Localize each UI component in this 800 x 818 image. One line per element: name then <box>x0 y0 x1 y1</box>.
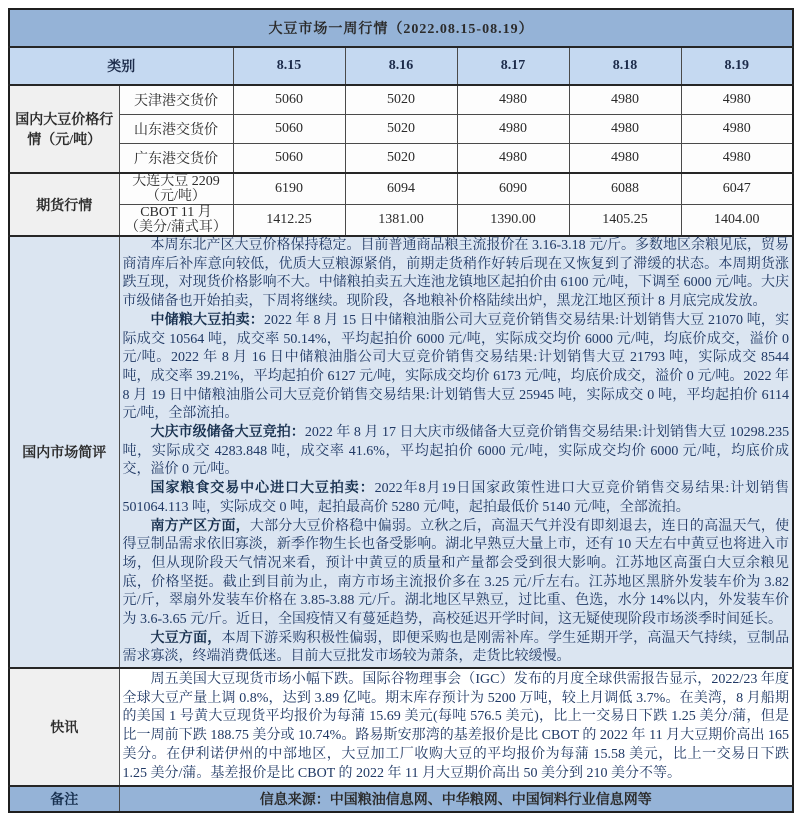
price-cell: 4980 <box>569 115 681 144</box>
date-header: 8.19 <box>681 47 793 85</box>
title-row <box>9 9 793 47</box>
news-section-label: 快讯 <box>9 668 119 786</box>
contract-name: 大连大豆 2209 <box>132 174 220 189</box>
review-paragraph <box>123 237 790 312</box>
price-cell: 4980 <box>457 144 569 174</box>
news-body <box>119 668 793 786</box>
price-cell: 5020 <box>345 85 457 115</box>
review-paragraph-text: 本周东北产区大豆价格保持稳定。目前普通商品粮主流报价在 3.16-3.18 元/斤。多数地区余粮见底，贸易商清库后补库意向较低，优质大豆粮源紧俏，前期走货稍作好转后现在又恢复到了滞缓的状态。本周期货涨跌互现，对现货价格影响不大。中储粮拍卖五大连池龙镇地区起拍价由 6100 元/吨，下调至 6000 元/吨。大庆市级储备也开始拍卖，下周将继续。现阶段，各地粮补价格陆续出炉，黑龙江地区预计 8 月底完成发放。 <box>122 238 790 310</box>
review-section-label: 国内市场简评 <box>9 236 119 668</box>
contract-unit: （元/吨） <box>146 189 206 204</box>
port-label-guangdong: 广东港交货价 <box>119 144 233 174</box>
review-paragraph-text: 2022 年 8 月 15 日中储粮油脂公司大豆竞价销售交易结果:计划销售大豆 21070 吨，实际成交 10564 吨，成交率 50.14%，平均起拍价 6000 元/吨，实际成交均价 6000 元/吨，均底价成交，溢价 0 元/吨。2022 年 8 月 16 日中储粮油脂公司大豆竞价销售交易结果:计划销售大豆 21793 吨，实际成交 8544 吨，成交率 39.21%，平均起拍价 6127 元/吨，实际成交均价 6173 元/吨，均底价成交，溢价 0 元/吨。2022 年 8 月 19 日中储粮油脂公司大豆竞价销售交易结果:计划销售大豆 25945 吨，实际成交 0 吨，平均起拍价 6114 元/吨，全部流拍。 <box>122 312 790 422</box>
price-cell: 4980 <box>569 144 681 174</box>
futures-cell: 6047 <box>681 173 793 205</box>
port-label-shandong: 山东港交货价 <box>119 115 233 144</box>
review-paragraph-lead: 中储粮大豆拍卖： <box>150 312 264 328</box>
category-header: 类别 <box>9 47 233 85</box>
review-paragraph-lead: 大豆方面， <box>150 630 222 646</box>
date-header: 8.17 <box>457 47 569 85</box>
price-cell: 4980 <box>457 85 569 115</box>
price-cell: 4980 <box>681 115 793 144</box>
contract-label-cbot <box>119 205 233 237</box>
review-paragraph-text: 2022年8月19日国家政策性进口大豆竞价销售交易结果:计划销售 501064.113 吨，实际成交 0 吨，起拍最高价 5280 元/吨，起拍最低价 5140 元/吨，全部流拍。 <box>122 481 790 515</box>
review-paragraph-text: 2022 年 8 月 17 日大庆市级储备大豆竞价销售交易结果:计划销售大豆 10298.235 吨，实际成交 4283.848 吨，成交率 41.6%，平均起拍价 6000 元/吨，实际成交均价 6000 元/吨，均底价成交，溢价 0 元/吨。 <box>122 425 790 478</box>
futures-cell: 6094 <box>345 173 457 205</box>
port-label-tianjin: 天津港交货价 <box>119 85 233 115</box>
futures-cell: 6090 <box>457 173 569 205</box>
news-paragraph-text: 周五美国大豆现货市场小幅下跌。国际谷物理事会（IGC）发布的月度全球供需报告显示，2022/23 年度全球大豆产量上调 0.8%，达到 3.89 亿吨。期末库存预计为 5200 万吨，较上月调低 3.7%。在美湾，8 月船期的美国 1 号黄大豆现货平均报价为每蒲 15.69 美元(每吨 576.5 美元)，比上一交易日下跌 1.25 美分/蒲，但是比一周前下跌 188.75 美分或 10.74%。路易斯安那湾的基差报价是比 CBOT 的 2022 年 11 月大豆期价高出 165 美分。在伊利诺伊州的中部地区，大豆加工厂收购大豆的平均报价为每蒲 15.58 美元，比上一交易日下跌 1.25 美分/蒲。基差报价是比 CBOT 的 2022 年 11 月大豆期价高出 50 美分到 210 美分不等。 <box>122 672 790 781</box>
table-row-shandong <box>9 115 793 144</box>
date-header-row <box>9 47 793 85</box>
remark-row <box>9 786 793 812</box>
futures-section-label: 期货行情 <box>9 173 119 236</box>
futures-cell: 1390.00 <box>457 205 569 237</box>
contract-label-dalian <box>119 173 233 205</box>
futures-cell: 6190 <box>233 173 345 205</box>
news-row <box>9 668 793 786</box>
price-cell: 4980 <box>681 85 793 115</box>
date-header: 8.18 <box>569 47 681 85</box>
table-row-tianjin <box>9 85 793 115</box>
review-paragraph-lead: 南方产区方面， <box>150 518 250 534</box>
price-cell: 5060 <box>233 85 345 115</box>
contract-name: CBOT 11 月 <box>140 205 212 220</box>
review-paragraph <box>123 312 790 424</box>
futures-cell: 1381.00 <box>345 205 457 237</box>
price-cell: 4980 <box>681 144 793 174</box>
table-row-guangdong <box>9 144 793 174</box>
review-row <box>9 236 793 668</box>
remark-source-text: 信息来源：中国粮油信息网、中华粮网、中国饲料行业信息网等 <box>119 786 793 812</box>
table-row-cbot-futures <box>9 205 793 237</box>
review-paragraph <box>123 424 790 480</box>
futures-cell: 1412.25 <box>233 205 345 237</box>
news-paragraph <box>123 671 790 783</box>
price-cell: 5060 <box>233 144 345 174</box>
date-header: 8.16 <box>345 47 457 85</box>
price-cell: 4980 <box>569 85 681 115</box>
price-cell: 4980 <box>457 115 569 144</box>
price-cell: 5020 <box>345 115 457 144</box>
futures-cell: 1405.25 <box>569 205 681 237</box>
review-paragraph <box>123 518 790 630</box>
remark-section-label: 备注 <box>9 786 119 812</box>
date-header: 8.15 <box>233 47 345 85</box>
price-cell: 5020 <box>345 144 457 174</box>
contract-unit: （美分/蒲式耳） <box>125 220 227 235</box>
table-row-dalian-futures <box>9 173 793 205</box>
review-paragraph-text: 大部分大豆价格稳中偏弱。立秋之后，高温天气并没有即刻退去，连日的高温天气，使得豆制品需求依旧寡淡，新季作物生长也备受影响。湖北早熟豆大量上市，还有 10 天左右中黄豆也将进入市场，但从现阶段天气情况来看，预计中黄豆的质量和产量都会受到很大影响。江苏地区高蛋白大豆余粮见底，价格坚挺。截止到目前为止，南方市场主流报价多在 3.25 元/斤左右。江苏地区黑脐外发装车价为 3.82 元/斤，翠扇外发装车价格在 3.85-3.88 元/斤。湖北地区早熟豆，过比重、色选，水分 14%以内，外发装车价为 3.6-3.65 元/斤。近日，全国疫情又有蔓延趋势，高校延迟开学时间，这无疑使现阶段市场淡季时间延长。 <box>122 518 790 628</box>
review-body <box>119 236 793 668</box>
soybean-weekly-report-table <box>8 8 794 813</box>
price-cell: 5060 <box>233 115 345 144</box>
report-title: 大豆市场一周行情（2022.08.15-08.19） <box>9 9 793 47</box>
futures-cell: 1404.00 <box>681 205 793 237</box>
domestic-price-section-label: 国内大豆价格行情（元/吨） <box>9 85 119 173</box>
review-paragraph-lead: 国家粮食交易中心进口大豆拍卖： <box>150 481 375 497</box>
review-paragraph <box>123 630 790 667</box>
review-paragraph-lead: 大庆市级储备大豆竞拍： <box>150 425 305 441</box>
futures-cell: 6088 <box>569 173 681 205</box>
review-paragraph-text: 本周下游采购积极性偏弱，即便采购也是刚需补库。学生延期开学，高温天气持续，豆制品需求寡淡，终端消费低迷。目前大豆批发市场较为萧条，走货比较缓慢。 <box>122 630 790 665</box>
review-paragraph <box>123 480 790 517</box>
